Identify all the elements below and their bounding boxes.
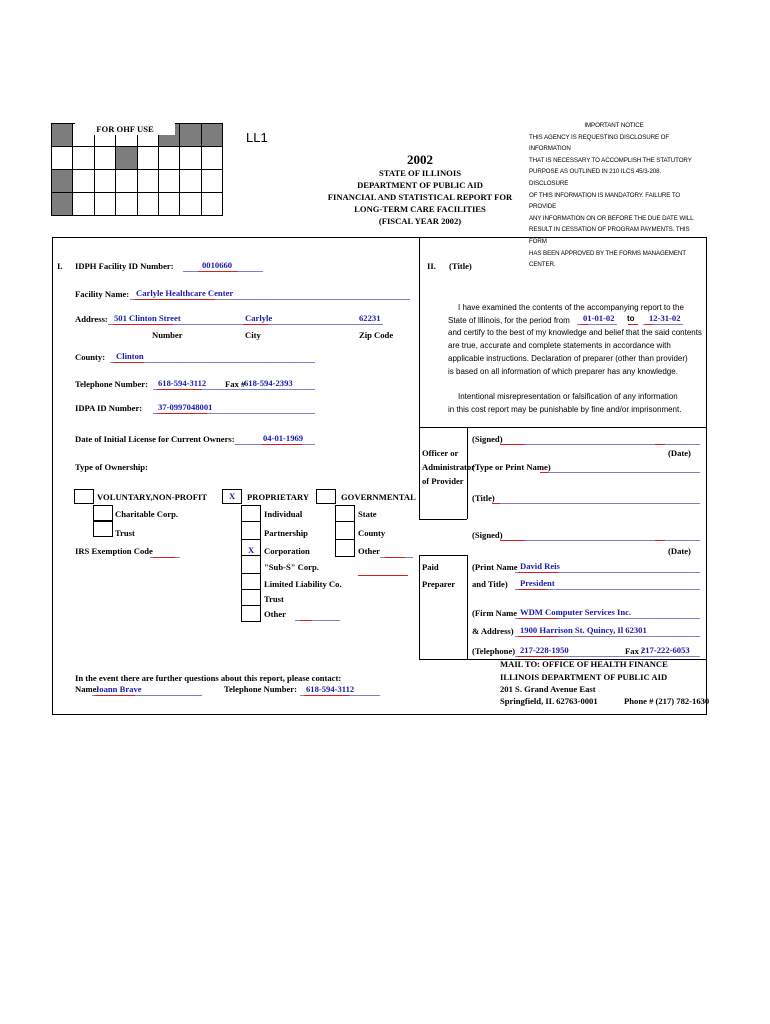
report-year: 2002 [407, 152, 433, 167]
header-line-3: FINANCIAL AND STATISTICAL REPORT FOR [327, 192, 513, 202]
and-title-label: and Title) [472, 579, 508, 589]
signed-label: (Signed) [472, 434, 503, 444]
officer-label-2: Administrator [422, 462, 475, 472]
firm-address-value[interactable]: 1900 Harrison St. Quincy, Il 62301 [520, 625, 647, 635]
signed2-label: (Signed) [472, 530, 503, 540]
title-label: (Title) [472, 493, 495, 503]
notice-line: THAT IS NECESSARY TO ACCOMPLISH THE STATUTORY [529, 156, 692, 164]
officer-label-1: Officer or [422, 448, 459, 458]
other2-label: Other [358, 546, 380, 556]
county-value[interactable]: Clinton [116, 351, 144, 361]
cert-divider [419, 427, 707, 428]
street-value[interactable]: 501 Clinton Street [114, 313, 181, 323]
partnership-label: Partnership [264, 528, 308, 538]
zip-caption: Zip Code [359, 330, 394, 340]
state-label: State [358, 509, 377, 519]
cert-line-1: I have examined the contents of the accompanying report to the [458, 303, 684, 312]
contact-phone-value[interactable]: 618-594-3112 [306, 684, 355, 694]
preparer-col-divider [467, 555, 468, 659]
telephone-label-2: (Telephone) [472, 646, 516, 656]
section-divider [419, 237, 420, 519]
cert-line-7: Intentional misrepresentation or falsification of any information [458, 392, 678, 401]
cert-line-6: is based on all information of which preparer has any knowledge. [448, 367, 678, 376]
notice-line: RESULT IN CESSATION OF PROGRAM PAYMENTS. THIS FORM [529, 226, 690, 245]
mail-to-line-1: MAIL TO: OFFICE OF HEALTH FINANCE [500, 659, 668, 669]
certification-title: (Title) [449, 261, 472, 271]
officer-label-3: of Provider [422, 476, 464, 486]
title-value[interactable]: President [520, 578, 555, 588]
form-code: LL1 [246, 130, 268, 145]
idpa-id-label: IDPA ID Number: [75, 403, 143, 413]
facility-name-value[interactable]: Carlyle Healthcare Center [136, 288, 234, 298]
date-label: (Date) [668, 448, 691, 458]
date2-label: (Date) [668, 546, 691, 556]
charitable-label: Charitable Corp. [115, 509, 179, 519]
individual-label: Individual [264, 509, 303, 519]
type-name-label: (Type or Print Name) [472, 462, 551, 472]
section-1-number: I. [57, 261, 63, 271]
notice-title: IMPORTANT NOTICE [584, 122, 644, 129]
officer-bottom [419, 519, 467, 520]
header-line-1: STATE OF ILLINOIS [379, 168, 461, 178]
period-to-word: to [627, 314, 635, 323]
other1-label: Other [264, 609, 286, 619]
notice-line: PURPOSE AS OUTLINED IN 210 ILCS 45/3-208. DISCLOSURE [529, 168, 662, 187]
mail-to-line-2: ILLINOIS DEPARTMENT OF PUBLIC AID [500, 672, 668, 682]
ownership-type-label: Type of Ownership: [75, 462, 148, 472]
cert-line-8: in this cost report may be punishable by fine and/or imprisonment. [448, 405, 682, 414]
cert-line-3: and certify to the best of my knowledge and belief that the said contents [448, 328, 702, 337]
preparer-phone-value[interactable]: 217-228-1950 [520, 645, 569, 655]
trust-checkbox[interactable] [93, 521, 113, 537]
print-name-value[interactable]: David Reis [520, 561, 560, 571]
contact-phone-label: Telephone Number: [224, 684, 297, 694]
notice-line: THIS AGENCY IS REQUESTING DISCLOSURE OF INFORMATION [529, 133, 670, 153]
ohf-use-grid [51, 123, 223, 216]
officer-col-divider [467, 427, 468, 519]
preparer-fax-label: Fax / [625, 646, 644, 656]
notice-line: OF THIS INFORMATION IS MANDATORY. FAILURE TO PROVIDE [529, 191, 681, 211]
corporation-label: Corporation [264, 546, 310, 556]
preparer-top [419, 555, 467, 556]
trust2-label: Trust [264, 594, 284, 604]
irs-exemption-label: IRS Exemption Code [75, 546, 153, 556]
trust-label: Trust [115, 528, 135, 538]
number-caption: Number [152, 330, 183, 340]
idpa-id-value[interactable]: 37-0997048001 [158, 402, 213, 412]
header-line-4: LONG-TERM CARE FACILITIES [354, 204, 486, 214]
address-label-2: & Address) [472, 626, 514, 636]
city-caption: City [245, 330, 261, 340]
mail-to-phone: Phone # (217) 782-1630 [624, 696, 710, 706]
section-divider-lower [419, 555, 420, 659]
governmental-checkbox[interactable] [316, 489, 336, 504]
notice-line: HAS BEEN APPROVED BY THE FORMS MANAGEMENT CENTER. [529, 249, 686, 269]
voluntary-label: VOLUNTARY,NON-PROFIT [97, 492, 208, 502]
county-owner-label: County [358, 528, 386, 538]
paid-label: Paid [422, 562, 439, 572]
fax-label: Fax # [225, 379, 246, 389]
proprietary-mark: X [229, 491, 236, 501]
license-date-value[interactable]: 04-01-1969 [263, 433, 304, 443]
header-line-2: DEPARTMENT OF PUBLIC AID [357, 180, 483, 190]
governmental-options-box [335, 505, 355, 557]
cert-line-4: are true, accurate and complete statements in accordance with [448, 341, 671, 350]
telephone-label: Telephone Number: [75, 379, 148, 389]
ohf-use-label: FOR OHF USE [75, 123, 175, 135]
address-label: Address: [75, 314, 108, 324]
print-name-label: (Print Name [472, 562, 518, 572]
contact-intro: In the event there are further questions about this report, please contact: [75, 673, 342, 683]
contact-name-label: Name: [75, 684, 100, 694]
county-label: County: [75, 352, 106, 362]
firm-name-value[interactable]: WDM Computer Services Inc. [520, 607, 632, 617]
preparer-fax-value[interactable]: 217-222-6053 [641, 645, 690, 655]
preparer-label: Preparer [422, 579, 456, 589]
mail-to-line-4: Springfield, IL 62763-0001 [500, 696, 598, 706]
period-to-value[interactable]: 12-31-02 [649, 313, 681, 323]
cert-line-5: applicable instructions. Declaration of preparer (other than provider) [448, 354, 688, 363]
mail-to-line-3: 201 S. Grand Avenue East [500, 684, 596, 694]
section-2-number: II. [427, 261, 436, 271]
notice-line: ANY INFORMATION ON OR BEFORE THE DUE DATE WILL [529, 214, 694, 222]
voluntary-checkbox[interactable] [74, 489, 94, 504]
idph-id-label: IDPH Facility ID Number: [75, 261, 174, 271]
firm-name-label: (Firm Name [472, 608, 518, 618]
llc-label: Limited Liability Co. [264, 579, 342, 589]
city-value[interactable]: Carlyle [245, 313, 273, 323]
zip-value[interactable]: 62231 [359, 313, 381, 323]
idph-id-value[interactable]: 0010660 [202, 260, 233, 270]
corporation-mark: X [248, 545, 255, 555]
charitable-checkbox[interactable] [93, 505, 113, 521]
governmental-label: GOVERNMENTAL [341, 492, 416, 502]
proprietary-label: PROPRIETARY [247, 492, 310, 502]
cert-line-2: State of Illinois, for the period from [448, 316, 570, 325]
header-line-5: (FISCAL YEAR 2002) [378, 216, 462, 226]
subs-corp-label: "Sub-S" Corp. [264, 562, 319, 572]
period-from-value[interactable]: 01-01-02 [583, 313, 615, 323]
fax-value[interactable]: 618-594-2393 [244, 378, 293, 388]
facility-name-label: Facility Name: [75, 289, 130, 299]
telephone-value[interactable]: 618-594-3112 [158, 378, 207, 388]
contact-name-value[interactable]: Joann Brave [95, 684, 142, 694]
license-date-label: Date of Initial License for Current Owners: [75, 434, 235, 444]
